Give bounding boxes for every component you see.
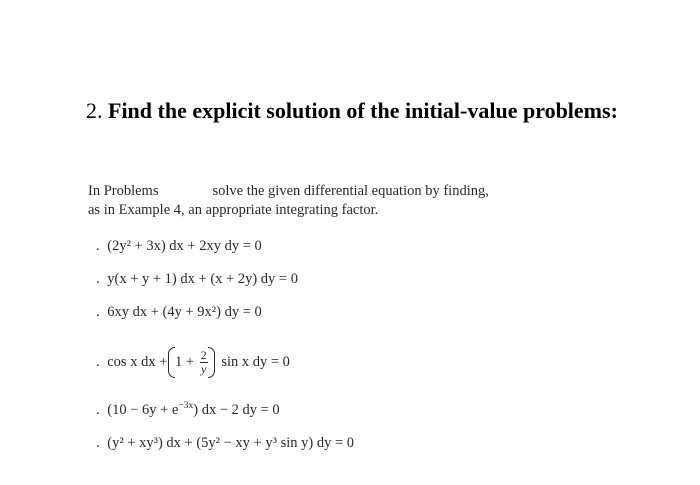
instructions-part3: as in Example 4, an appropriate integrating factor. bbox=[88, 202, 379, 218]
problem-1: . (2y² + 3x) dx + 2xy dy = 0 bbox=[96, 238, 262, 254]
equation-4-one-plus: 1 + bbox=[175, 353, 195, 370]
question-number: 2. bbox=[86, 98, 103, 123]
problem-3: . 6xy dx + (4y + 9x²) dy = 0 bbox=[96, 304, 262, 320]
fraction-numerator: 2 bbox=[200, 348, 207, 362]
question-heading bbox=[86, 96, 646, 126]
equation-6: (y² + xy³) dx + (5y² − xy + y³ sin y) dy = 0 bbox=[107, 435, 355, 451]
instructions-part2: solve the given differential equation by finding, bbox=[212, 183, 489, 199]
equation-4-parenthesis bbox=[171, 349, 212, 376]
problem-5: . $(10 - 6y + e^{-3x})$ dx − 2 dy = 0 bbox=[96, 401, 280, 418]
problem-instructions bbox=[88, 182, 628, 220]
equation-4-right: sin x dy = 0 bbox=[221, 353, 290, 370]
equation-2: y(x + y + 1) dx + (x + 2y) dy = 0 bbox=[107, 271, 298, 287]
fraction-denominator: y bbox=[201, 362, 207, 376]
equation-4-left: cos x dx + bbox=[107, 353, 168, 370]
question-title: Find the explicit solution of the initial-value problems: bbox=[108, 98, 618, 123]
equation-1: (2y² + 3x) dx + 2xy dy = 0 bbox=[107, 238, 262, 254]
problem-4: . cos x dx + 1 + $\frac{2}{y}$ sin x dy = 0 bbox=[96, 348, 290, 376]
equation-3: 6xy dx + (4y + 9x²) dy = 0 bbox=[107, 304, 262, 320]
equation-5-right: ) dx − 2 dy = 0 bbox=[193, 402, 280, 418]
equation-5-left: (10 − 6y + e bbox=[107, 402, 179, 418]
equation-4-fraction bbox=[200, 349, 208, 376]
problem-6: . (y² + xy³) dx + (5y² − xy + y³ sin y) dy = 0 bbox=[96, 435, 355, 451]
problem-2: . y(x + y + 1) dx + (x + 2y) dy = 0 bbox=[96, 271, 298, 287]
textbook-excerpt bbox=[88, 182, 628, 451]
equation-5-exponent: −3x bbox=[178, 401, 194, 411]
instructions-part1: In Problems bbox=[88, 183, 159, 199]
